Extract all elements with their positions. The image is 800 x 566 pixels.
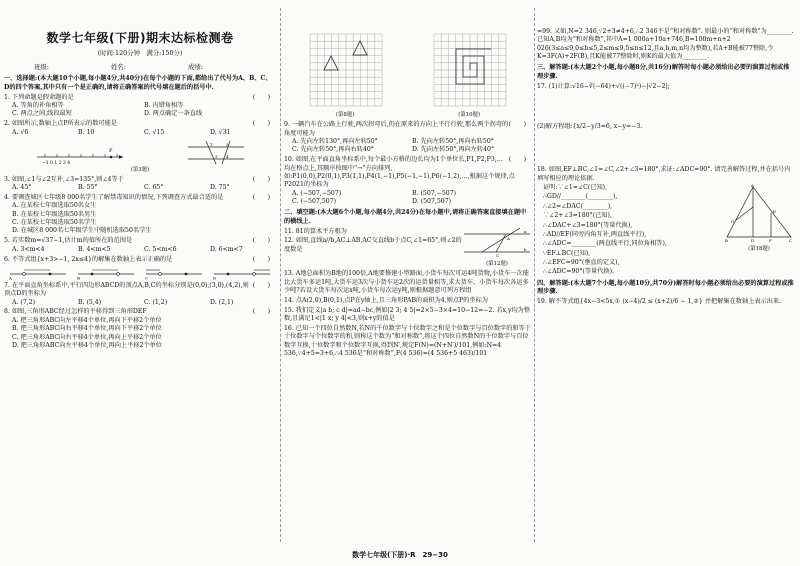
column-divider [280,8,281,542]
exam-title: 数学七年级(下册)期末达标检测卷 [46,31,234,45]
time-score: (时间:120分钟 满分:150分) [97,49,183,58]
student-info [34,63,276,72]
question-7: ( ) 7. 在平面直角坐标系中,平行四边形ABCD的顶点A,B,C的坐标分别是(0,0),(3,0),(4,2),则顶点D的坐标为 [4,281,270,298]
number-line-c [144,266,204,280]
q18-proof-block [537,183,795,277]
section-heading: 三、解答题:(本大题2个小题,每小题8分,共16分)解答时每小题必须给出必要的演算过程或推理步骤. [537,64,790,80]
question-15: 15. 我们定义|a b; c d|=ad−bc,例如|2 3; 4 5|=2×5−3×4=10−12=−2. 若x,y均为整数,且满足1<|1 x; y 4|<3,则x+y的值是 [284,306,531,323]
section-heading: 二、填空题:(本大题6个小题,每小题4分,共24分)在每小题中,请将正确答案直接填在题中的横线上. [284,209,527,225]
number-line-figure [35,143,125,165]
number-line-b [76,266,136,280]
class-label: 班级: [34,62,49,71]
question-5: ( ) 5. 若实数m=√37−1,估计m的值所在的范围是 [4,237,270,245]
parallel-lines-figure [462,226,532,258]
svg-text:D: D [213,275,217,280]
figure-caption: (第10题) [458,112,481,118]
question-12: 12. 如图,直线a//b,AC⊥AB,AC交直线b于点C,∠1=65°,则∠2的度数是 [284,237,462,253]
svg-text:1: 1 [209,141,213,147]
number-line-a [8,266,68,280]
score-label: 成绩: [187,62,203,71]
svg-text:A: A [751,183,754,189]
angle-figure [186,139,246,165]
column-divider [534,8,535,542]
q9-options: A. 先向左转130°,再向左转50° B. 先向左转50°,再向右转50° C. 先向左转50°,再向右转40° D. 先向左转50°,再向左转40° [292,138,495,154]
svg-text:2: 2 [225,141,229,147]
svg-text:G: G [731,219,735,225]
question-16-continued: =99. 又如,N=2 346,∵2+3≠4+6,∴2 346不是“和对称数”. 则最小的“和对称数”为________. 已知A,B均为“和对称数”,其中A=1 000a+10a+746,B=100m+n+2 026(3≤a≤9,0≤b≤5,2≤m≤9,5≤n≤12,且a,b,m,n均为整数),若A+B能被77整除,令K=3F(A)+2F(B),且K能被77整除时,则K的最大值为________. [537,28,794,61]
svg-text:D: D [751,238,755,244]
figure-caption: (第8题) [335,112,355,118]
triangle-figure [723,183,795,243]
column-1 [4,0,276,546]
q5-options: A. 3<m<4 B. 4<m<5 C. 5<m<6 D. 6<m<7 [12,245,243,253]
question-14: 14. 点A(2,0),B(0,1),点P在y轴上,且三角形PAB的面积为4,则点P的坐标为 [284,296,488,304]
svg-text:b: b [524,247,527,253]
question-17-part-2: (2)解方程组:{x/2−y/3=6, x−y=−3. [537,122,643,130]
question-6: ( ) 6. 不等式组{x+3>−1, 2x≤4}的解集在数轴上表示正确的是 [4,255,270,263]
svg-text:3: 3 [214,153,218,159]
svg-text:B: B [77,275,80,280]
svg-text:B: B [725,238,728,244]
svg-text:F: F [769,238,772,244]
q7-options: A. (7,2) B. (5,4) C. (1,2) D. (2,1) [12,298,234,306]
svg-text:A: A [9,275,12,280]
q6-number-lines [4,266,276,280]
question-10: ( ) 10. 如图,在平面直角坐标系中,每个最小方格的边长均为1个单位长,P1,P2,P3,…均在格点上,其顺序按图中“→”方向排列,如:P1(0,0),P2(0,1),P3(1,1),P4(1,−1),P5(−1,−1),P6(−1,2),…,根据这个规律,点P2021的坐标为 [284,156,526,189]
q8-options: A. 把三角形ABC向左平移4个单位,再向下平移2个单位 B. 把三角形ABC向右平移4个单位,再向下平移2个单位 C. 把三角形ABC向右平移4个单位,再向上平移2个单位 D. 把三角形ABC向左平移4个单位,再向上平移2个单位 [12,316,162,349]
svg-text:C: C [496,253,500,259]
question-16: 16. 已知一个四位自然数N,若N的千位数字与十位数字之和是个位数字与百位数字的和等于十位数字与个位数字的和,则称这个数为“和对称数”,将这个四位自然数N的千位数字与百位数字互换,十位数字和个位数字互换,得到N′,规定F(N)=(N+N′)/101,例如:N=4 536,∵4+5=3+6,∴4 536是“和对称数”,F(4 536)=(4 536+5 463)/101 [284,324,531,357]
question-1: ( ) 1. 下列命题是假命题的是 [4,93,270,101]
svg-text:C: C [789,238,793,244]
svg-text:a: a [524,229,527,235]
question-8: ( ) 8. 如图,三角形ABC经过怎样的平移得到三角形DEF [4,308,270,316]
question-2: ( ) 2. 如图所示,数轴上点P所表示的数可能是 [4,120,270,128]
name-label: 姓名: [110,62,126,71]
svg-text:−1 0 1 2 3 4: −1 0 1 2 3 4 [41,160,70,165]
question-19: 19. 解不等式组{4x−3<5x,① (x−4)/2 ≤ (x+2)/6 − 1,②} 并把解集在数轴上表示出来. [537,297,782,305]
column-3 [537,0,795,546]
figure-caption: (第12题) [486,261,508,268]
question-3: ( ) 3. 如图,∠1与∠2互补,∠3=135°,则∠4等于 [4,175,270,183]
page-footer: 数学七年级(下册)·R 29−30 [352,551,448,559]
q3-options: A. 45° B. 55° C. 65° D. 75° [12,184,230,192]
question-18: 18. 如图,EF⊥BC,∠1=∠C,∠2+∠3=180°,求证:∠ADC=90°. 请完善解答过程,并在括号内填写相应的理论依据. [537,166,791,182]
number-line-d [212,266,272,280]
question-13: 13. A地总面积为B地的100倍,A地要修建小型路面,小货车每次可运4吨货物,小货车一次能比大货车多运1吨,大货车运3次与小货车运2次的运货量相等,求大货车、小货车每次各运多少吨?若设大货车每次运x吨,小货车每次运y吨,则根据题意可列方程组 [284,270,529,294]
q11-q12-block [284,226,532,269]
section-heading: 一、选择题:(本大题10个小题,每小题4分,共40分)在每个小题的下面,都给出了代号为A、B、C、D的四个答案,其中只有一个是正确的,请将正确答案的代号填在题后的括号中. [4,75,272,91]
q4-options: A. 在某校七年级选取50名女生 B. 在某校七年级选取50名男生 C. 在某校七年级选取50名学生 D. 在城区8 000名七年级学生中随机选取50名学生 [12,202,152,235]
figures-8-10 [284,30,532,110]
question-11: 11. 81的算术平方根为 [284,227,347,235]
question-17-part-1: 17. (1)计算:√16−∛(−64)+√((−7)²)−|√2−2|; [537,82,670,90]
grid-figure-q8 [306,30,386,110]
svg-text:C: C [145,275,149,280]
section-heading: 四、解答题:(本大题7个小题,每小题10分,共70分)解答时每小题必须给出必要的演算过程或推理步骤. [537,279,794,296]
q2-options: A. √6 B. 10 C. √15 D. √31 [12,128,231,136]
q10-options: A. (−507,−507) B. (507,−507) C. (−507,507) D. (507,507) [292,189,457,206]
figure-captions [284,112,532,119]
svg-text:P: P [108,147,112,154]
question-9: ( ) 9. 一辆汽车在公路上行驶,两次拐弯后,仍在原来的方向上平行行驶,那么两个拐弯的角度可能为 [284,121,526,137]
figure-caption: (第3题) [130,166,150,173]
grid-figure-q10 [430,30,510,110]
proof-steps: 证明:∵∠1=∠C(已知), ∴GD//________(________), ∴∠2=∠DAC(________), ∵∠2+∠3=180°(已知), ∴∠DAC+∠3=180°(等量代换), ∴AD//EF(同旁内角互补,两直线平行), ∴∠ADC=________(两直线平行,同位角相等), ∵EF⊥BC(已知), ∴∠EFC=90°(垂直的定义), ∴∠ADC=90°(等量代换). [543,184,667,276]
column-2 [284,0,532,546]
svg-text:4: 4 [225,153,229,159]
figures-2-3 [4,139,276,165]
svg-text:A: A [507,236,510,242]
question-4: ( ) 4. 要调查城区七年级8 000名学生了解禁毒知识的情况,下列调查方式最合适的是 [4,194,270,201]
q1-options: A. 等角的补角相等 B. 内错角相等 C. 两点之间,线段最短 D. 两点确定一条直线 [12,102,203,118]
figure-caption: (第18题) [748,246,770,253]
svg-text:E: E [773,209,776,215]
